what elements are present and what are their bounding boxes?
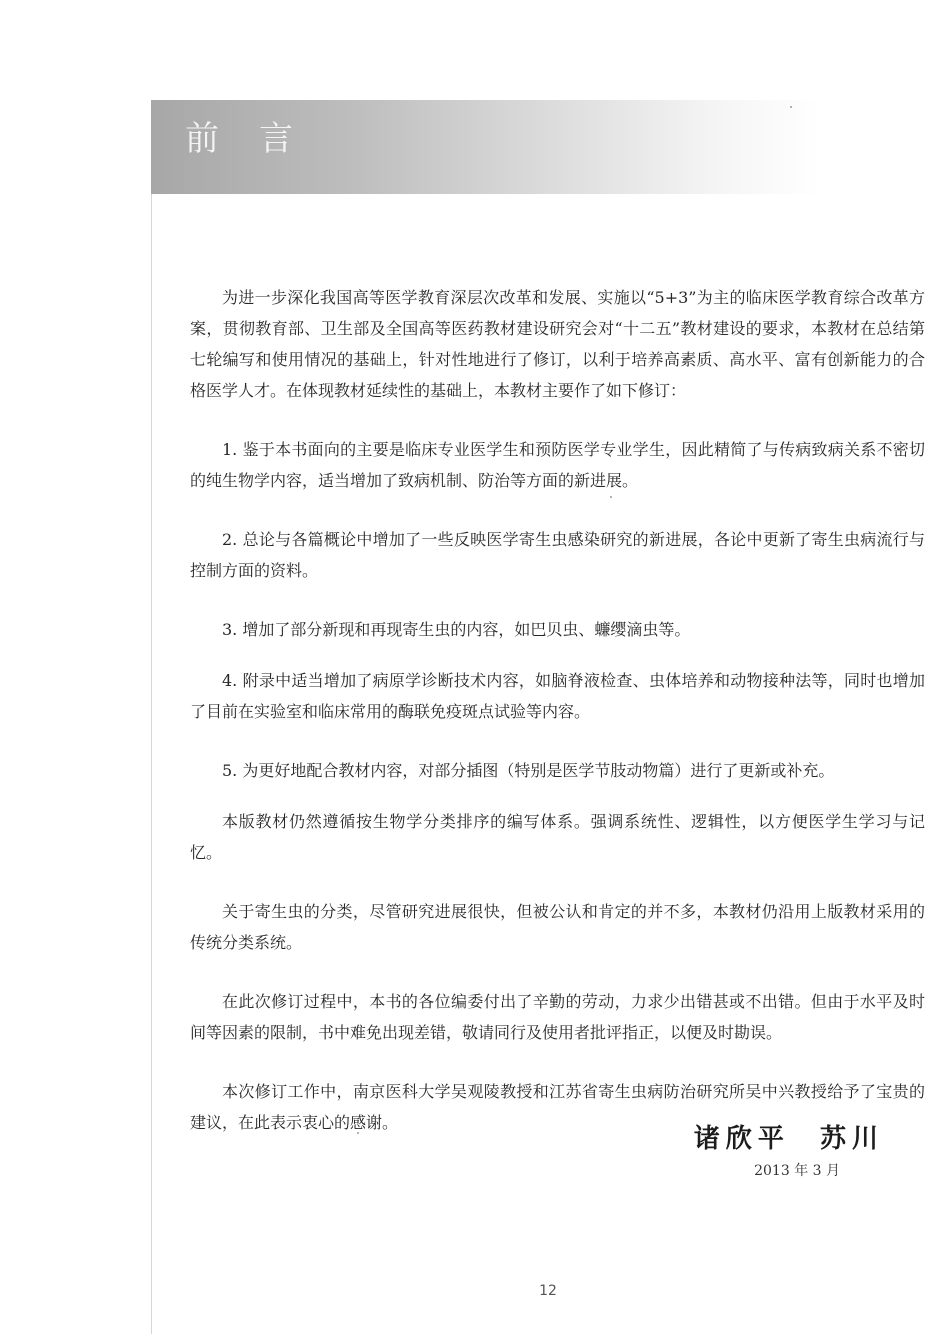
revision-item-5: 5. 为更好地配合教材内容，对部分插图（特别是医学节肢动物篇）进行了更新或补充。 [222,761,835,780]
author-signature: 诸欣平 苏川 [693,1124,884,1154]
scan-speck [610,496,612,498]
revision-item-3: 3. 增加了部分新现和再现寄生虫的内容，如巴贝虫、蠊缨滴虫等。 [222,620,691,639]
signature-date: 2013 年 3 月 [754,1163,840,1179]
preface-body [190,282,925,1166]
scan-speck [357,1132,359,1134]
scan-speck [790,106,792,108]
left-margin-rule [151,194,152,1334]
revision-item-2: 2. 总论与各篇概论中增加了一些反映医学寄生虫感染研究的新进展，各论中更新了寄生虫病流行与控制方面的资料。 [190,530,925,580]
preface-paragraph: 本版教材仍然遵循按生物学分类排序的编写体系。强调系统性、逻辑性，以方便医学生学习与记忆。 [190,812,925,862]
revision-item-1: 1. 鉴于本书面向的主要是临床专业医学生和预防医学专业学生，因此精简了与传病致病关系不密切的纯生物学内容，适当增加了致病机制、防治等方面的新进展。 [190,440,925,490]
swirl-decoration-icon [812,130,949,194]
acknowledgement-paragraph: 本次修订工作中，南京医科大学吴观陵教授和江苏省寄生虫病防治研究所吴中兴教授给予了宝贵的建议，在此表示衷心的感谢。 [190,1082,925,1132]
preface-paragraph: 为进一步深化我国高等医学教育深层次改革和发展、实施以“5+3”为主的临床医学教育综合改革方案，贯彻教育部、卫生部及全国高等医药教材建设研究会对“十二五”教材建设的要求，本教材在总结第七轮编写和使用情况的基础上，针对性地进行了修订，以利于培养高素质、高水平、富有创新能力的合格医学人才。在体现教材延续性的基础上，本教材主要作了如下修订： [190,288,925,400]
revision-item-4: 4. 附录中适当增加了病原学诊断技术内容，如脑脊液检查、虫体培养和动物接种法等，同时也增加了目前在实验室和临床常用的酶联免疫斑点试验等内容。 [190,671,925,721]
page-number: 12 [539,1283,557,1299]
preface-paragraph: 在此次修订过程中，本书的各位编委付出了辛勤的劳动，力求少出错甚或不出错。但由于水平及时间等因素的限制，书中难免出现差错，敬请同行及使用者批评指正，以便及时勘误。 [190,992,925,1042]
preface-paragraph: 关于寄生虫的分类，尽管研究进展很快，但被公认和肯定的并不多，本教材仍沿用上版教材采用的传统分类系统。 [190,902,925,952]
page-title: 前言 [185,119,333,159]
